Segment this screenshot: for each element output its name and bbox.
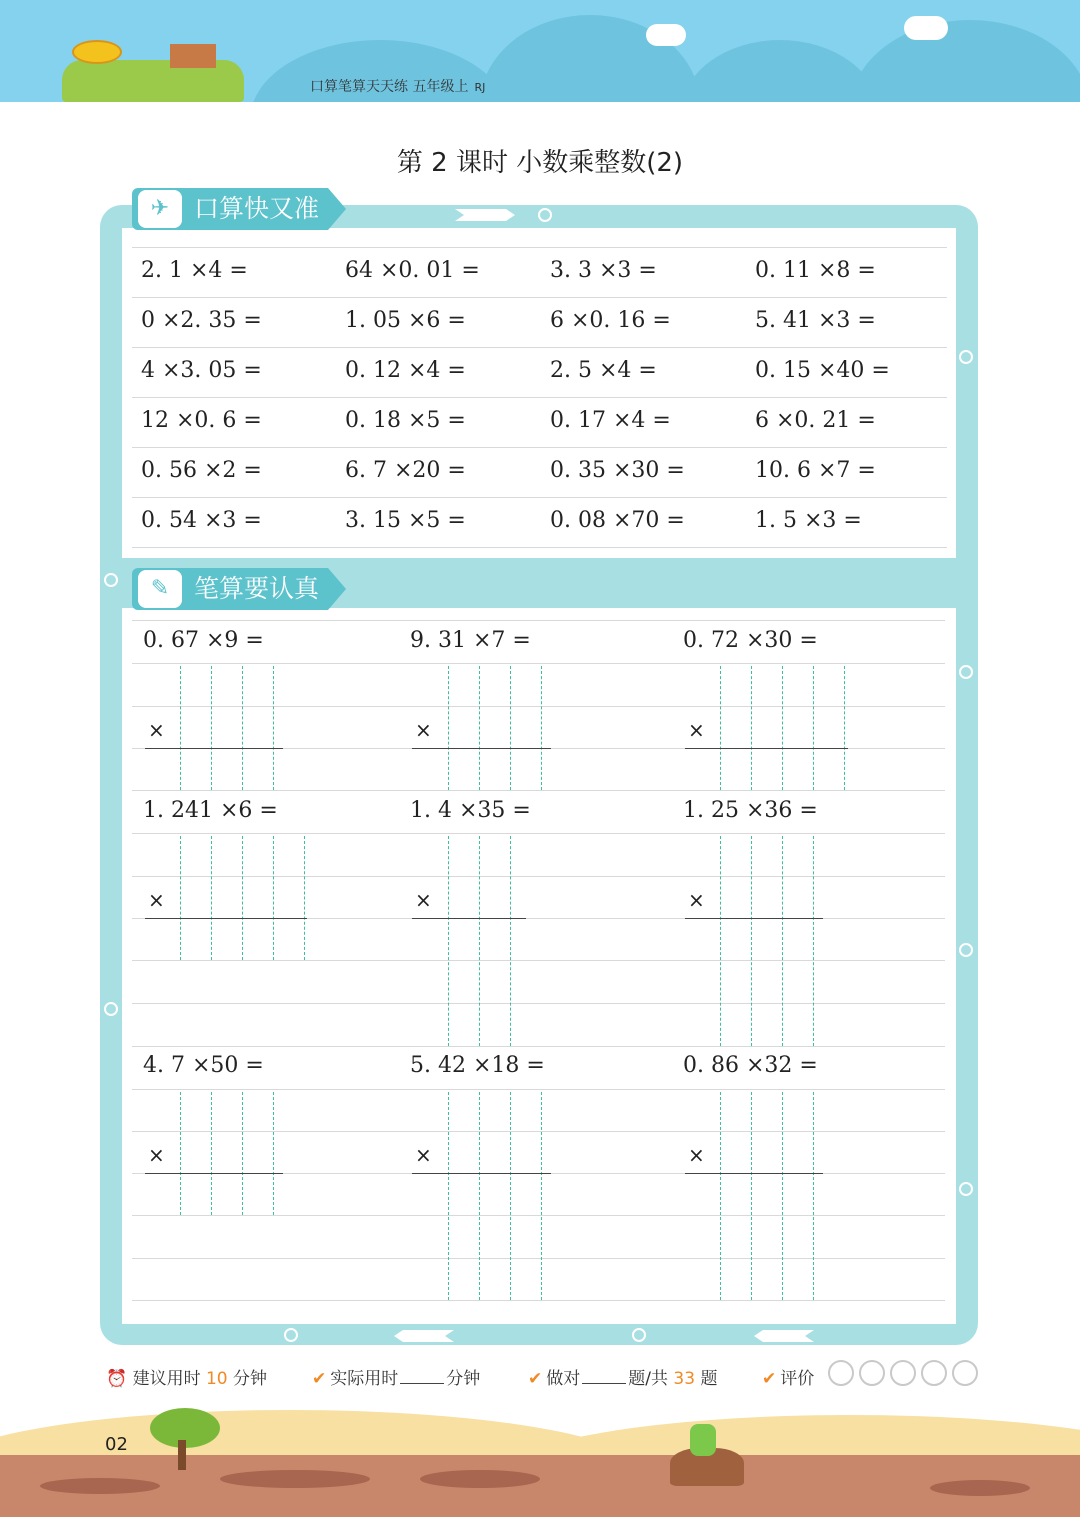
grid-line [132, 620, 945, 621]
medal-icon[interactable] [828, 1360, 854, 1386]
column-guide-line [479, 666, 480, 790]
oral-problem: 0. 35 ×30 = [550, 458, 685, 483]
answer-underline [685, 748, 848, 749]
house-icon [170, 44, 216, 68]
oral-problem: 5. 41 ×3 = [755, 308, 876, 333]
coin-icon [72, 40, 122, 64]
column-guide-line [242, 1092, 243, 1215]
column-guide-line [211, 836, 212, 960]
written-problem: 1. 241 ×6 = [143, 798, 278, 823]
written-problem: 0. 67 ×9 = [143, 628, 264, 653]
grid-line [132, 397, 947, 398]
ground-illustration [0, 1400, 1080, 1517]
column-guide-line [448, 1092, 449, 1300]
written-problem: 5. 42 ×18 = [410, 1053, 545, 1078]
rating-label: ✔ 评价 [762, 1369, 815, 1389]
clock-icon: ⏰ [106, 1369, 128, 1389]
ring-icon [959, 350, 973, 364]
column-guide-line [541, 1092, 542, 1300]
grid-line [132, 297, 947, 298]
column-guide-line [479, 1092, 480, 1300]
times-sign: × [148, 718, 165, 742]
actual-time-blank[interactable] [400, 1369, 444, 1384]
column-guide-line [180, 836, 181, 960]
times-sign: × [415, 718, 432, 742]
grid-line [132, 1003, 945, 1004]
cloud-icon [646, 24, 686, 46]
arrow-decoration-icon [455, 209, 515, 221]
times-sign: × [688, 1143, 705, 1167]
tree-trunk [178, 1440, 186, 1470]
page-number: 02 [105, 1434, 128, 1455]
column-guide-line [180, 666, 181, 790]
answer-underline [412, 918, 526, 919]
oral-problem: 3. 3 ×3 = [550, 258, 657, 283]
total-count: 33 [673, 1369, 696, 1389]
written-problem: 9. 31 ×7 = [410, 628, 531, 653]
oral-problem: 6 ×0. 21 = [755, 408, 876, 433]
grid-line [132, 347, 947, 348]
oral-problem: 64 ×0. 01 = [345, 258, 480, 283]
grid-line [132, 1300, 945, 1301]
suggested-time: ⏰ 建议用时 10 分钟 [106, 1369, 268, 1389]
column-guide-line [541, 666, 542, 790]
grid-line [132, 447, 947, 448]
column-guide-line [720, 1092, 721, 1300]
grid-line [132, 706, 945, 707]
oral-problem: 0. 12 ×4 = [345, 358, 466, 383]
arrow-decoration-icon [394, 1330, 454, 1342]
oral-problem: 10. 6 ×7 = [755, 458, 876, 483]
grid-line [132, 547, 947, 548]
footer-bar [100, 1358, 990, 1394]
answer-underline [685, 1173, 823, 1174]
ring-icon [959, 665, 973, 679]
pencil-hand-icon: ✎ [138, 570, 182, 608]
column-guide-line [510, 666, 511, 790]
column-guide-line [273, 836, 274, 960]
column-guide-line [782, 836, 783, 1046]
oral-problem: 1. 5 ×3 = [755, 508, 862, 533]
ring-icon [104, 1002, 118, 1016]
grid-line [132, 833, 945, 834]
oral-problem: 0 ×2. 35 = [141, 308, 262, 333]
written-section-banner [132, 568, 328, 610]
page-title: 第 2 课时 小数乘整数(2) [396, 148, 684, 178]
oral-problem: 0. 17 ×4 = [550, 408, 671, 433]
grid-line [132, 790, 945, 791]
medal-icon[interactable] [921, 1360, 947, 1386]
medal-icon[interactable] [952, 1360, 978, 1386]
actual-time: ✔ 实际用时 分钟 [312, 1369, 481, 1389]
written-problem: 1. 25 ×36 = [683, 798, 818, 823]
column-guide-line [242, 836, 243, 960]
oral-problem: 6 ×0. 16 = [550, 308, 671, 333]
column-guide-line [304, 836, 305, 960]
written-problem: 0. 72 ×30 = [683, 628, 818, 653]
times-sign: × [148, 1143, 165, 1167]
correct-count-blank[interactable] [582, 1369, 626, 1384]
oral-problem: 0. 11 ×8 = [755, 258, 876, 283]
answer-underline [412, 748, 551, 749]
grid-line [132, 1258, 945, 1259]
oral-problem: 6. 7 ×20 = [345, 458, 466, 483]
oral-problem: 12 ×0. 6 = [141, 408, 262, 433]
answer-underline [412, 1173, 551, 1174]
oral-problem: 4 ×3. 05 = [141, 358, 262, 383]
edition-label: RJ [474, 81, 486, 94]
written-panel [122, 608, 956, 1324]
column-guide-line [813, 836, 814, 1046]
times-sign: × [688, 718, 705, 742]
character-icon [690, 1424, 716, 1456]
answer-underline [145, 918, 307, 919]
column-guide-line [751, 1092, 752, 1300]
oral-problem: 3. 15 ×5 = [345, 508, 466, 533]
ring-icon [959, 943, 973, 957]
oral-problem: 0. 56 ×2 = [141, 458, 262, 483]
ring-icon [632, 1328, 646, 1342]
times-sign: × [688, 888, 705, 912]
correct-count: ✔ 做对 题/共 33 题 [528, 1369, 718, 1389]
column-guide-line [813, 1092, 814, 1300]
grid-line [132, 876, 945, 877]
suggested-minutes: 10 [205, 1369, 228, 1389]
column-guide-line [510, 836, 511, 1046]
times-sign: × [148, 888, 165, 912]
grid-line [132, 663, 945, 664]
oral-problem: 2. 1 ×4 = [141, 258, 248, 283]
grid-line [132, 960, 945, 961]
ring-icon [959, 1182, 973, 1196]
column-guide-line [510, 1092, 511, 1300]
ring-icon [538, 208, 552, 222]
column-guide-line [782, 1092, 783, 1300]
column-guide-line [211, 1092, 212, 1215]
page-header [0, 0, 1080, 112]
oral-problem: 0. 15 ×40 = [755, 358, 890, 383]
times-sign: × [415, 1143, 432, 1167]
grid-line [132, 247, 947, 248]
column-guide-line [479, 836, 480, 1046]
answer-underline [145, 748, 283, 749]
answer-underline [685, 918, 823, 919]
oral-section-banner [132, 188, 328, 230]
column-guide-line [751, 666, 752, 790]
written-problem: 0. 86 ×32 = [683, 1053, 818, 1078]
oral-problem: 0. 54 ×3 = [141, 508, 262, 533]
times-sign: × [415, 888, 432, 912]
grid-line [132, 497, 947, 498]
column-guide-line [448, 666, 449, 790]
written-section-title: 笔算要认真 [194, 574, 320, 603]
medal-icon[interactable] [890, 1360, 916, 1386]
ring-icon [104, 573, 118, 587]
column-guide-line [720, 836, 721, 1046]
grid-line [132, 1215, 945, 1216]
oral-problem: 1. 05 ×6 = [345, 308, 466, 333]
column-guide-line [273, 1092, 274, 1215]
column-guide-line [448, 836, 449, 1046]
oral-problem: 0. 18 ×5 = [345, 408, 466, 433]
written-problem: 1. 4 ×35 = [410, 798, 531, 823]
grid-line [132, 1131, 945, 1132]
grid-line [132, 1089, 945, 1090]
rocket-icon: ✈ [138, 190, 182, 228]
ring-icon [284, 1328, 298, 1342]
column-guide-line [180, 1092, 181, 1215]
column-guide-line [782, 666, 783, 790]
arrow-decoration-icon [754, 1330, 814, 1342]
column-guide-line [211, 666, 212, 790]
check-icon: ✔ [312, 1369, 327, 1389]
column-guide-line [273, 666, 274, 790]
series-title: 口算笔算天天练 五年级上 RJ [310, 79, 486, 95]
column-guide-line [844, 666, 845, 790]
column-guide-line [242, 666, 243, 790]
oral-problem: 0. 08 ×70 = [550, 508, 685, 533]
island-illustration [62, 60, 244, 102]
oral-problem: 2. 5 ×4 = [550, 358, 657, 383]
cloud-icon [904, 16, 948, 40]
check-icon: ✔ [528, 1369, 543, 1389]
column-guide-line [813, 666, 814, 790]
check-icon: ✔ [762, 1369, 777, 1389]
oral-section-title: 口算快又准 [194, 194, 320, 223]
written-problem: 4. 7 ×50 = [143, 1053, 264, 1078]
answer-underline [145, 1173, 283, 1174]
column-guide-line [720, 666, 721, 790]
column-guide-line [751, 836, 752, 1046]
medal-icon[interactable] [859, 1360, 885, 1386]
grid-line [132, 1046, 945, 1047]
